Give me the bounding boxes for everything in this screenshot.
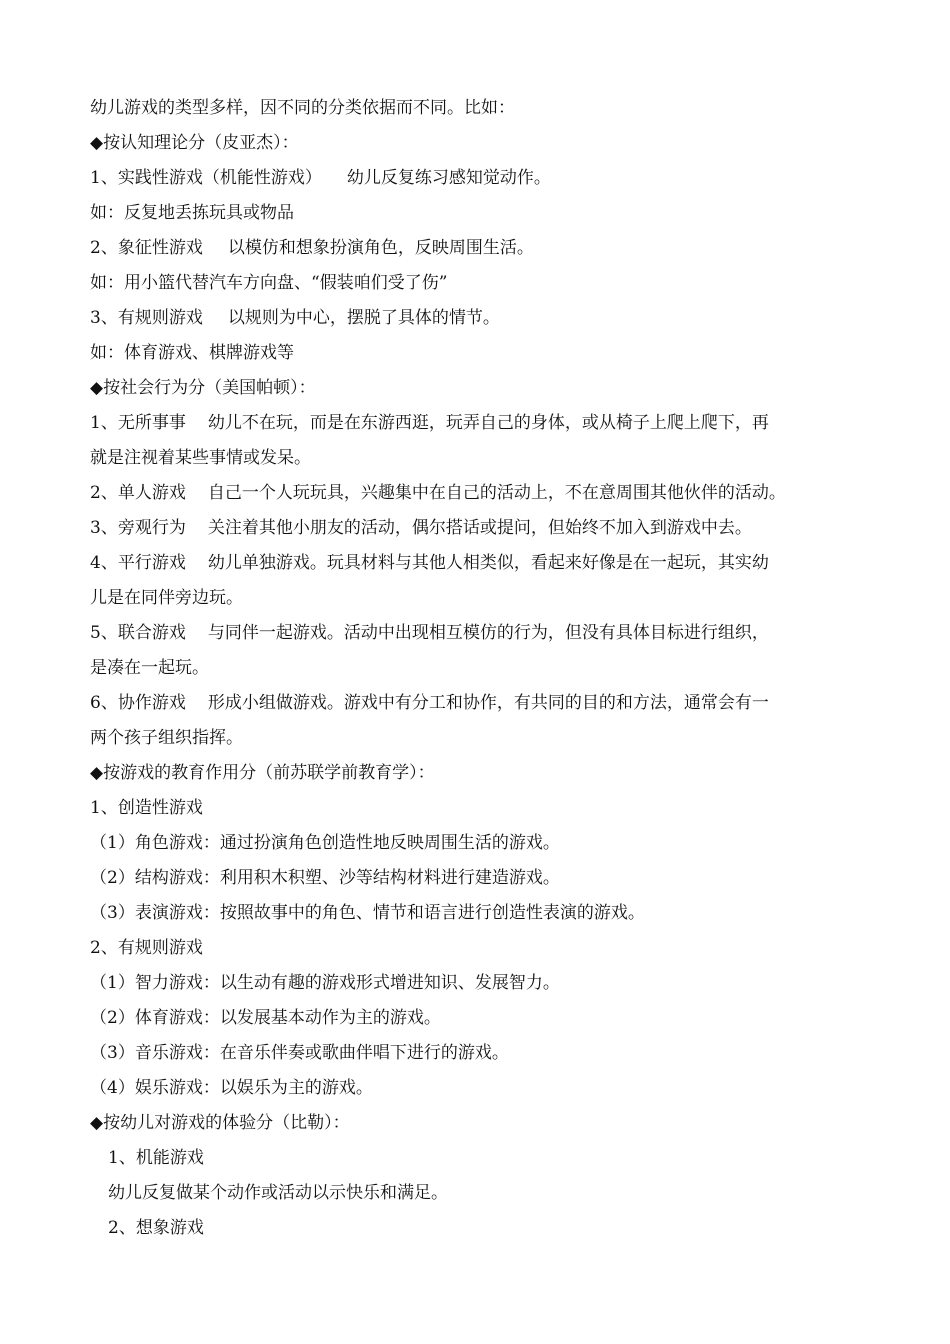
list-item <box>90 476 865 511</box>
list-item <box>90 406 865 441</box>
item-description: 关注着其他小朋友的活动，偶尔搭话或提问，但始终不加入到游戏中去。 <box>207 518 752 538</box>
item-description: 幼儿反复做某个动作或活动以示快乐和满足。 <box>108 1183 448 1203</box>
item-description: 幼儿不在玩，而是在东游西逛，玩弄自己的身体，或从椅子上爬上爬下，再 <box>207 413 769 433</box>
item-continuation: 就是注视着某些事情或发呆。 <box>90 448 311 468</box>
sub-item: （2）体育游戏：以发展基本动作为主的游戏。 <box>90 1008 441 1028</box>
list-item <box>90 546 865 581</box>
list-item <box>90 161 865 196</box>
intro-paragraph: 幼儿游戏的类型多样，因不同的分类依据而不同。比如： <box>90 98 515 118</box>
item-description: 幼儿单独游戏。玩具材料与其他人相类似，看起来好像是在一起玩，其实幼 <box>207 553 769 573</box>
item-continuation: 儿是在同伴旁边玩。 <box>90 588 243 608</box>
subgroup-title: 1、创造性游戏 <box>90 798 203 818</box>
sub-item: （4）娱乐游戏：以娱乐为主的游戏。 <box>90 1078 373 1098</box>
list-item <box>90 511 865 546</box>
list-item: 2、想象游戏 <box>108 1218 204 1238</box>
example-line: 如：体育游戏、棋牌游戏等 <box>90 343 294 363</box>
sub-item: （2）结构游戏：利用积木积塑、沙等结构材料进行建造游戏。 <box>90 868 560 888</box>
item-description: 自己一个人玩玩具，兴趣集中在自己的活动上，不在意周围其他伙伴的活动。 <box>207 483 786 503</box>
section-heading-social: ◆按社会行为分（美国帕顿）： <box>90 378 316 398</box>
list-item <box>90 231 865 266</box>
list-item <box>90 686 865 721</box>
item-name: 3、旁观行为 <box>90 518 186 538</box>
item-description: 以规则为中心，摆脱了具体的情节。 <box>227 308 500 328</box>
item-name: 2、象征性游戏 <box>90 238 203 258</box>
item-name: 1、实践性游戏（机能性游戏） <box>90 168 322 188</box>
example-line: 如：反复地丢拣玩具或物品 <box>90 203 294 223</box>
item-description: 以模仿和想象扮演角色，反映周围生活。 <box>227 238 534 258</box>
sub-item: （3）表演游戏：按照故事中的角色、情节和语言进行创造性表演的游戏。 <box>90 903 645 923</box>
sub-item: （3）音乐游戏：在音乐伴奏或歌曲伴唱下进行的游戏。 <box>90 1043 509 1063</box>
list-item: 1、机能游戏 <box>108 1148 204 1168</box>
list-item <box>90 616 865 651</box>
section-heading-experience: ◆按幼儿对游戏的体验分（比勒）： <box>90 1113 350 1133</box>
subgroup-title: 2、有规则游戏 <box>90 938 203 958</box>
item-name: 6、协作游戏 <box>90 693 186 713</box>
sub-item: （1）智力游戏：以生动有趣的游戏形式增进知识、发展智力。 <box>90 973 560 993</box>
item-name: 4、平行游戏 <box>90 553 186 573</box>
list-item <box>90 301 865 336</box>
sub-item: （1）角色游戏：通过扮演角色创造性地反映周围生活的游戏。 <box>90 833 560 853</box>
example-line: 如：用小篮代替汽车方向盘、“假装咱们受了伤” <box>90 273 448 293</box>
item-name: 5、联合游戏 <box>90 623 186 643</box>
item-name: 2、单人游戏 <box>90 483 186 503</box>
item-continuation: 是凑在一起玩。 <box>90 658 209 678</box>
document-page <box>90 91 865 1246</box>
item-name: 1、无所事事 <box>90 413 186 433</box>
item-name: 3、有规则游戏 <box>90 308 203 328</box>
item-description: 与同伴一起游戏。活动中出现相互模仿的行为，但没有具体目标进行组织， <box>207 623 769 643</box>
section-heading-cognitive: ◆按认知理论分（皮亚杰）： <box>90 133 299 153</box>
item-continuation: 两个孩子组织指挥。 <box>90 728 243 748</box>
item-description: 形成小组做游戏。游戏中有分工和协作，有共同的目的和方法，通常会有一 <box>207 693 769 713</box>
item-description: 幼儿反复练习感知觉动作。 <box>346 168 551 188</box>
section-heading-educational: ◆按游戏的教育作用分（前苏联学前教育学）： <box>90 763 435 783</box>
